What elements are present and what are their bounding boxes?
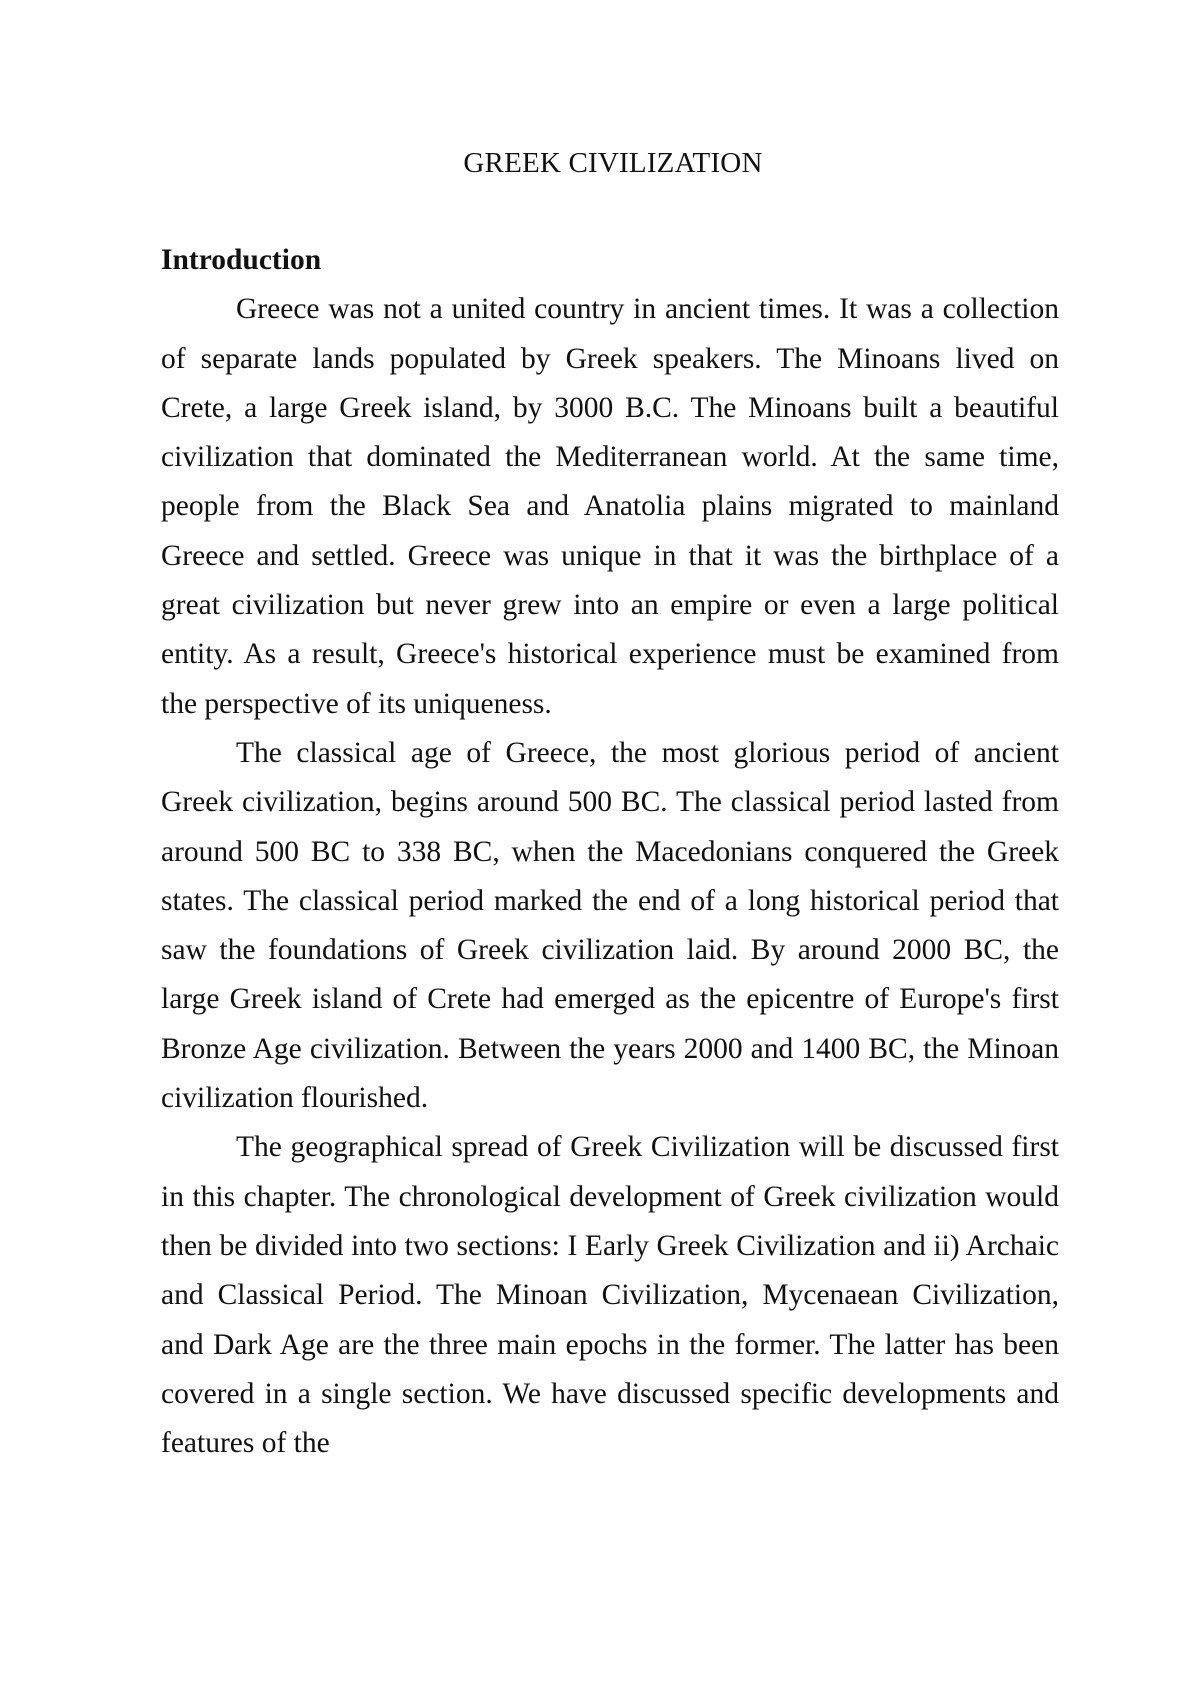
- paragraph-1: Greece was not a united country in ancient times. It was a collection of separate lands populated by Greek speakers. The Minoans lived on Crete, a large Greek island, by 3000 B.C. The Minoans built a beautiful civilization that dominated the Mediterranean world. At the same time, people from the Black Sea and Anatolia plains migrated to mainland Greece and settled. Greece was unique in that it was the birthplace of a great civilization but never grew into an empire or even a large political entity. As a result, Greece's historical experience must be examined from the perspective of its uniqueness.: [161, 293, 1059, 720]
- section-heading: Introduction: [161, 244, 322, 276]
- document-body: [161, 236, 1059, 1468]
- paragraph-2: The classical age of Greece, the most glorious period of ancient Greek civilization, begins around 500 BC. The classical period lasted from around 500 BC to 338 BC, when the Macedonians conquered the Greek states. The classical period marked the end of a long historical period that saw the foundations of Greek civilization laid. By around 2000 BC, the large Greek island of Crete had emerged as the epicentre of Europe's first Bronze Age civilization. Between the years 2000 and 1400 BC, the Minoan civilization flourished.: [161, 736, 1059, 1115]
- document-title: GREEK CIVILIZATION: [463, 147, 763, 179]
- paragraph-3: The geographical spread of Greek Civilization will be discussed first in this chapter. The chronological development of Greek civilization would then be divided into two sections: I Early Greek Civilization and ii) Archaic and Classical Period. The Minoan Civilization, Mycenaean Civilization, and Dark Age are the three main epochs in the former. The latter has been covered in a single section. We have discussed specific developments and features of the: [161, 1131, 1059, 1460]
